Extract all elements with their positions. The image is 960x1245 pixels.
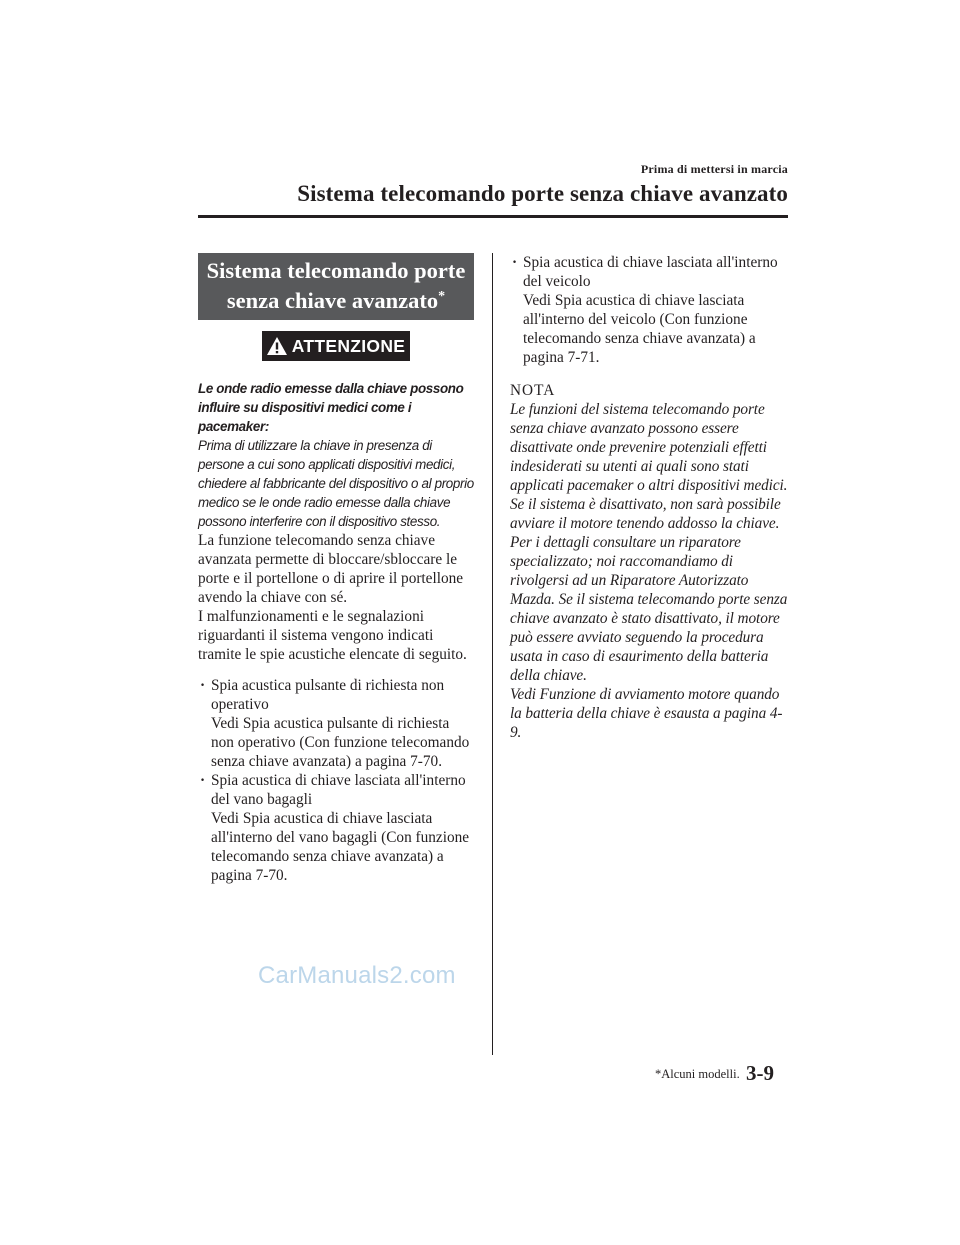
- list-item: [198, 771, 474, 885]
- right-column: [510, 253, 788, 742]
- header-rule: [198, 215, 788, 218]
- warning-header: [198, 331, 474, 361]
- warning-label: ATTENZIONE: [291, 335, 406, 356]
- watermark-logo: CarManuals2.com: [258, 962, 456, 989]
- section-title-banner: [198, 253, 474, 320]
- bullet-heading: · Spia acustica di chiave lasciata all'interno del veicolo: [523, 254, 778, 290]
- bullet-heading: · Spia acustica pulsante di richiesta non operativo: [211, 677, 445, 713]
- warning-beeps-list: [198, 676, 474, 885]
- warning-lead: Le onde radio emesse dalla chiave possono influire su dispositivi medici come i pacemaker:: [198, 381, 464, 434]
- model-asterisk: *: [438, 289, 446, 304]
- section-title-line2-text: senza chiave avanzato: [226, 288, 439, 313]
- page-reference: Vedi Spia acustica pulsante di richiesta non operativo (Con funzione telecomando senza chiave avanzata) a pagina 7-70.: [211, 715, 470, 770]
- section-title-line1: Sistema telecomando porte: [206, 258, 466, 283]
- bullet-heading: · Spia acustica di chiave lasciata all'interno del vano bagagli: [211, 772, 466, 808]
- section-title-line2: [200, 286, 472, 316]
- note-page-reference: Vedi Funzione di avviamento motore quando la batteria della chiave è esausta a pagina 4-9.: [510, 686, 783, 741]
- section-header-title: Sistema telecomando porte senza chiave avanzato: [297, 181, 788, 206]
- note-label: NOTA: [510, 382, 556, 399]
- column-divider: [492, 253, 493, 1055]
- page-number: 3-9: [746, 1061, 774, 1085]
- footer-note: *Alcuni modelli.: [655, 1067, 740, 1081]
- list-item: [510, 253, 788, 367]
- warning-body: Prima di utilizzare la chiave in presenza di persone a cui sono applicati dispositivi medici, chiedere al fabbricante del dispositivo o al proprio medico se le onde radio emesse dalla chiave possono interferire con il dispositivo stesso.: [198, 438, 474, 529]
- list-item: [198, 676, 474, 771]
- warning-badge: [262, 331, 411, 361]
- note-text: Le funzioni del sistema telecomando porte senza chiave avanzato possono essere disattivate onde prevenire potenziali effetti indesiderati su utenti ai quali sono stati applicati pacemaker o altri dispositivi medici. Se il sistema è disattivato, non sarà possibile avviare il motore tenendo addosso la chiave. Per i dettagli consultare un riparatore specializzato; noi raccomandiamo di rivolgersi ad un Riparatore Autorizzato Mazda. Se il sistema telecomando porte senza chiave avanzato è stato disattivato, il motore può essere avviato seguendo la procedura usata in caso di esaurimento della batteria della chiave.: [510, 401, 788, 684]
- intro-paragraph: La funzione telecomando senza chiave avanzata permette di bloccare/sbloccare le porte e il portellone o di aprire il portellone avendo la chiave con sé.: [198, 532, 464, 606]
- warning-triangle-icon: [266, 336, 288, 356]
- left-column: [198, 253, 474, 885]
- page-reference: Vedi Spia acustica di chiave lasciata all'interno del veicolo (Con funzione telecomando senza chiave avanzata) a pagina 7-71.: [523, 292, 756, 366]
- warning-text: [198, 379, 474, 531]
- malfunction-paragraph: I malfunzionamenti e le segnalazioni riguardanti il sistema vengono indicati tramite le spie acustiche elencate di seguito.: [198, 608, 467, 663]
- page-reference: Vedi Spia acustica di chiave lasciata all'interno del vano bagagli (Con funzione telecomando senza chiave avanzata) a pagina 7-70.: [211, 810, 470, 884]
- chapter-title: Prima di mettersi in marcia: [640, 162, 788, 176]
- warning-beeps-list-continued: [510, 253, 788, 367]
